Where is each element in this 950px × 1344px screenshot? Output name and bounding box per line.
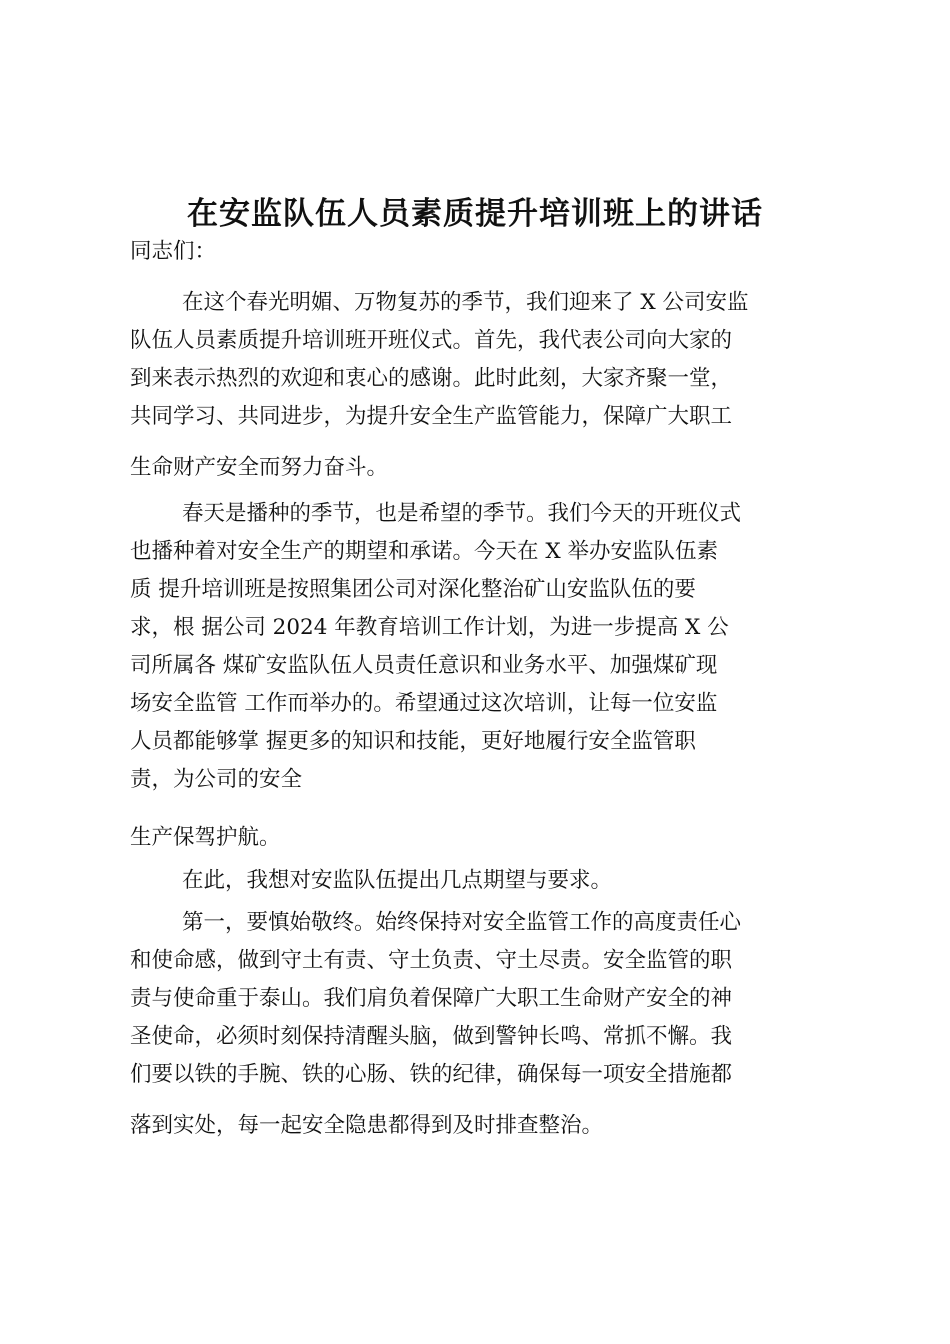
salutation: 同志们：: [130, 239, 217, 264]
text-line: 圣使命，必须时刻保持清醒头脑，做到警钟长鸣、常抓不懈。我: [130, 1024, 733, 1049]
text-line: 也播种着对安全生产的期望和承诺。今天在 X 举办安监队伍素: [130, 539, 718, 564]
text-line: 责，为公司的安全: [130, 767, 303, 792]
text-line: 在此，我想对安监队伍提出几点期望与要求。: [182, 868, 613, 893]
text-line: 春天是播种的季节，也是希望的季节。我们今天的开班仪式: [182, 501, 742, 526]
text-line: 和使命感，做到守土有责、守土负责、守土尽责。安全监管的职: [130, 948, 733, 973]
text-line: 质 提升培训班是按照集团公司对深化整治矿山安监队伍的要: [130, 577, 696, 602]
text-line: 队伍人员素质提升培训班开班仪式。首先，我代表公司向大家的: [130, 328, 733, 353]
text-line: 落到实处，每一起安全隐患都得到及时排查整治。: [130, 1113, 604, 1138]
text-line: 共同学习、共同进步，为提升安全生产监管能力，保障广大职工: [130, 404, 733, 429]
text-line: 生产保驾护航。: [130, 825, 281, 850]
text-line: 求，根 据公司 2024 年教育培训工作计划，为进一步提高 X 公: [130, 615, 729, 640]
document-title: 在安监队伍人员素质提升培训班上的讲话: [187, 196, 763, 232]
text-line: 人员都能够掌 握更多的知识和技能，更好地履行安全监管职: [130, 729, 696, 754]
text-line: 们要以铁的手腕、铁的心肠、铁的纪律，确保每一项安全措施都: [130, 1062, 733, 1087]
text-line: 场安全监管 工作而举办的。希望通过这次培训，让每一位安监: [130, 691, 718, 716]
text-line: 司所属各 煤矿安监队伍人员责任意识和业务水平、加强煤矿现: [130, 653, 718, 678]
text-line: 第一，要慎始敬终。始终保持对安全监管工作的高度责任心: [182, 910, 742, 935]
text-line: 生命财产安全而努力奋斗。: [130, 455, 389, 480]
text-line: 到来表示热烈的欢迎和衷心的感谢。此时此刻，大家齐聚一堂，: [130, 366, 733, 391]
text-line: 责与使命重于泰山。我们肩负着保障广大职工生命财产安全的神: [130, 986, 733, 1011]
text-line: 在这个春光明媚、万物复苏的季节，我们迎来了 X 公司安监: [182, 290, 749, 315]
